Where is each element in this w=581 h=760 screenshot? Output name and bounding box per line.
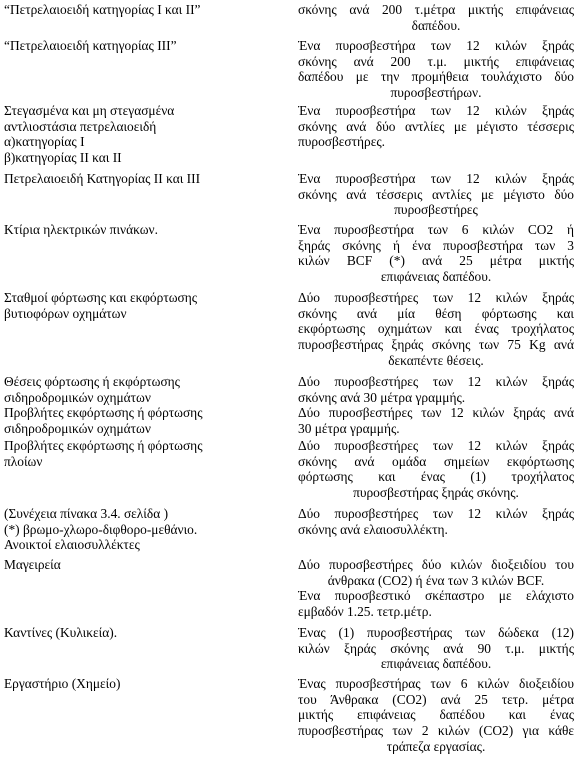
requirement-text: σκόνης ανά ελαιοσυλλέκτη. (298, 521, 448, 537)
location-text: Κτίρια ηλεκτρικών πινάκων. (4, 222, 158, 237)
requirement-text: κιλών BCF (*) ανά 25 μέτρα μικτής (298, 253, 574, 269)
requirement-cell (298, 676, 574, 755)
requirement-text: 30 μέτρα γραμμής. (298, 420, 400, 436)
requirement-text: ξηράς σκόνης ή ένα πυροσβεστήρα των 3 (298, 237, 574, 253)
requirement-cell (298, 222, 574, 285)
requirement-text: πυροσβεστήρας των 2 κιλών (CO2) για κάθε (298, 723, 574, 739)
location-cell (4, 405, 286, 436)
location-cell (4, 290, 286, 321)
requirement-text: εμβαδόν 1.25. τετρ.μέτρ. (298, 604, 432, 620)
location-text: βυτιοφόρων οχημάτων (4, 305, 127, 321)
location-text: σιδηροδρομικών οχημάτων (4, 389, 151, 405)
requirement-text: Δύο πυροσβεστήρες των 12 κιλών ξηράς ανά (298, 405, 574, 420)
requirement-text: Ένα πυροσβεστήρα των 12 κιλών ξηράς (298, 38, 574, 53)
requirement-cell (298, 374, 574, 405)
requirement-text: δαπέδου με την προμήθεια τουλάχιστο δύο (298, 69, 574, 85)
location-text: Εργαστήριο (Χημείο) (4, 676, 121, 691)
requirement-text: Δύο πυροσβεστήρες των 12 κιλών ξηράς (298, 438, 574, 453)
location-cell (4, 506, 286, 553)
requirement-text: Ένα πυροσβεστήρα των 6 κιλών CO2 ή (298, 222, 574, 237)
requirement-text: σκόνης ανά δύο αντλίες με μέγιστο τέσσερις (298, 118, 574, 134)
requirement-text: επιφάνειας δαπέδου. (380, 656, 492, 672)
requirement-text: επιφάνειας δαπέδου. (380, 269, 492, 285)
requirement-cell (298, 103, 574, 150)
requirement-text: σκόνης ανά 200 τ.μέτρα μικτής επιφάνειας (298, 2, 574, 17)
location-cell (4, 171, 286, 187)
location-text: Μαγειρεία (4, 557, 61, 572)
location-text: Θέσεις φόρτωσης ή εκφόρτωσης (4, 374, 180, 389)
location-text: Προβλήτες εκφόρτωσης ή φόρτωσης (4, 405, 203, 420)
requirement-cell (298, 438, 574, 501)
requirement-text: πυροσβεστήρας ξηράς σκόνης των 75 Kg ανά (298, 337, 574, 353)
requirement-text: σκόνης ανά μία θέση φόρτωσης και (298, 305, 574, 321)
location-text: Σταθμοί φόρτωσης και εκφόρτωσης (4, 290, 198, 305)
location-text: α)κατηγορίας I (4, 134, 85, 150)
requirement-text: δεκαπέντε θέσεις. (388, 352, 484, 368)
requirement-text: σκόνης ανά ομάδα σημείων εκφόρτωσης (298, 453, 574, 469)
location-text: “Πετρελαιοειδή κατηγορίας I και II” (4, 2, 201, 17)
requirement-cell (298, 506, 574, 537)
requirement-text: πυροσβεστήρων. (390, 85, 482, 101)
location-cell (4, 676, 286, 692)
requirement-text: άνθρακα (CO2) ή ένα των 3 κιλών BCF. (327, 572, 545, 588)
requirement-cell (298, 2, 574, 33)
requirement-text: του Άνθρακα (CO2) ανά 25 τετρ. μέτρα (298, 691, 574, 707)
requirement-text: Δύο πυροσβεστήρες των 12 κιλών ξηράς (298, 290, 574, 305)
requirement-cell (298, 625, 574, 672)
requirement-cell (298, 290, 574, 369)
location-cell (4, 103, 286, 166)
requirement-text: πυροσβεστήρες (394, 202, 478, 218)
location-text: β)κατηγορίας II και II (4, 150, 122, 166)
requirement-text: πυροσβεστήρας ξηράς σκόνης. (353, 485, 519, 501)
requirement-text: Δύο πυροσβεστήρες των 12 κιλών ξηράς (298, 506, 574, 521)
requirement-text: σκόνης ανά 30 μέτρα γραμμής. (298, 389, 466, 405)
location-text: Πετρελαιοειδή Κατηγορίας II και III (4, 171, 201, 186)
location-text: αντλιοστάσια πετρελαιοειδή (4, 118, 157, 134)
requirement-text: σκόνης ανά 200 τ.μ. μικτής επιφάνειας (298, 53, 574, 69)
location-cell (4, 438, 286, 469)
requirement-text: Ένα πυροσβεστήρα των 12 κιλών ξηράς (298, 103, 574, 118)
location-cell (4, 625, 286, 641)
requirement-text: εκφόρτωσης οχημάτων και ένας τροχήλατος (298, 321, 574, 337)
requirement-cell (298, 405, 574, 436)
requirement-text: Δύο πυροσβεστήρες δύο κιλών διοξειδίου του (298, 557, 574, 572)
requirement-text: Ένα πυροσβεστήρα των 12 κιλών ξηράς (298, 171, 574, 186)
location-cell (4, 222, 286, 238)
requirement-cell (298, 557, 574, 620)
location-text: Προβλήτες εκφόρτωσης ή φόρτωσης (4, 438, 203, 453)
requirement-text: τράπεζα εργασίας. (386, 738, 486, 754)
location-text: Στεγασμένα και μη στεγασμένα (4, 103, 175, 118)
requirement-text: Ένας (1) πυροσβεστήρας των δώδεκα (12) (298, 625, 574, 640)
requirement-text: φόρτωσης και ένας (1) τροχήλατος (298, 469, 574, 485)
location-text: πλοίων (4, 453, 43, 469)
requirement-text: Ένας πυροσβεστήρας των 6 κιλών διοξειδίου (298, 676, 574, 691)
location-text: Ανοικτοί ελαιοσυλλέκτες (4, 537, 140, 553)
location-text: σιδηροδρομικών οχημάτων (4, 420, 151, 436)
requirement-text: κιλών ξηράς σκόνης ανά 90 τ.μ. μικτής (298, 640, 574, 656)
location-cell (4, 38, 286, 54)
requirement-cell (298, 38, 574, 101)
requirement-cell (298, 171, 574, 218)
location-cell (4, 2, 286, 18)
location-text: “Πετρελαιοειδή κατηγορίας III” (4, 38, 177, 53)
location-cell (4, 374, 286, 405)
location-cell (4, 557, 286, 573)
requirement-text: πυροσβεστήρες. (298, 134, 385, 150)
location-text: Καντίνες (Κυλικεία). (4, 625, 118, 640)
location-text: (Συνέχεια πίνακα 3.4. σελίδα ) (4, 506, 169, 521)
requirement-text: Ένα πυροσβεστικό σκέπαστρο με ελάχιστο (298, 588, 574, 604)
requirement-text: μικτής επιφάνειας δαπέδου και ένας (298, 707, 574, 723)
requirement-text: Δύο πυροσβεστήρες των 12 κιλών ξηράς (298, 374, 574, 389)
requirement-text: σκόνης ανά τέσσερις αντλίες με μέγιστο δύο (298, 186, 574, 202)
location-text: (*) βρωμο-χλωρο-διφθορο-μεθάνιο. (4, 521, 198, 537)
requirement-text: δαπέδου. (411, 17, 461, 33)
